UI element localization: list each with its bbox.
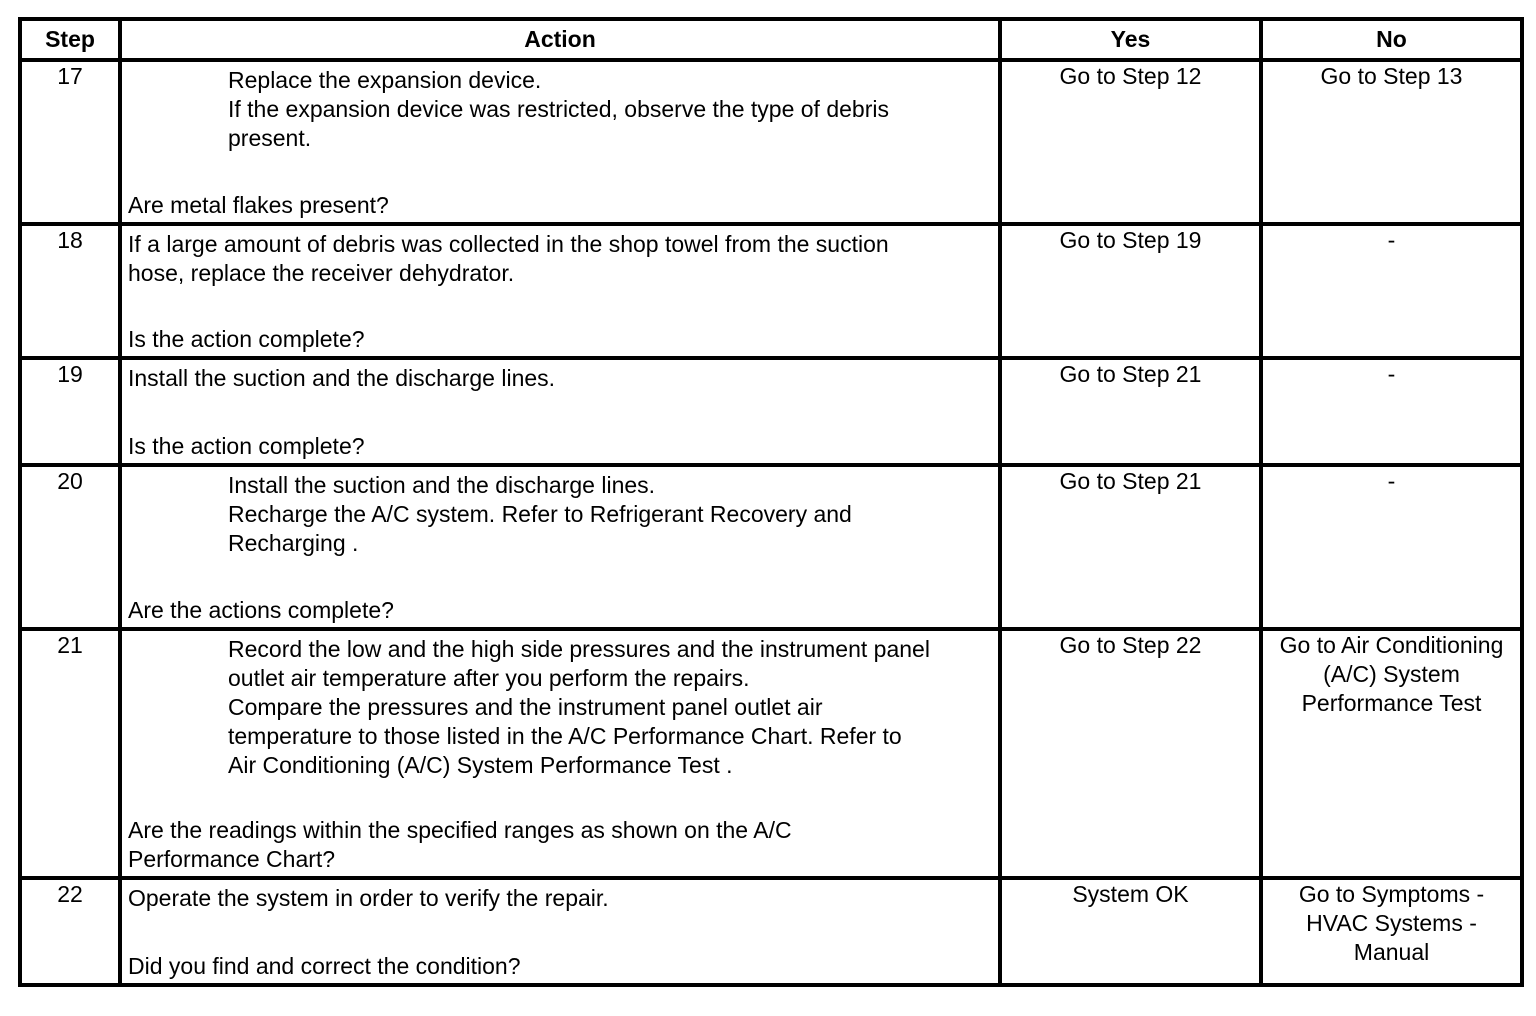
header-row: [20, 19, 1522, 60]
no-result: Go to Step 13: [1261, 60, 1522, 224]
no-result: -: [1261, 224, 1522, 358]
yes-result: System OK: [1000, 878, 1261, 985]
no-result: -: [1261, 358, 1522, 465]
yes-result: Go to Step 12: [1000, 60, 1261, 224]
step-number: 19: [20, 358, 120, 465]
action-cell: [120, 224, 1000, 358]
action-question: Are metal flakes present?: [128, 192, 389, 218]
step-number: 20: [20, 465, 120, 629]
action-instruction: Install the suction and the discharge lines.: [128, 365, 556, 391]
action-question: Are the actions complete?: [128, 597, 394, 623]
step-number: 18: [20, 224, 120, 358]
action-instruction: Operate the system in order to verify the repair.: [128, 885, 609, 911]
yes-result: Go to Step 21: [1000, 358, 1261, 465]
action-cell: [120, 60, 1000, 224]
table-row: [20, 465, 1522, 629]
action-question: Is the action complete?: [128, 433, 365, 459]
header-yes: Yes: [1000, 19, 1261, 60]
yes-result: Go to Step 22: [1000, 629, 1261, 878]
action-question: Did you find and correct the condition?: [128, 953, 521, 979]
no-result: -: [1261, 465, 1522, 629]
action-instruction: Record the low and the high side pressures and the instrument panel outlet air temperature after you perform the repairs. Compare the pressures and the instrument panel outlet air temperature to those listed in the A/C Performance Chart. Refer to Air Conditioning (A/C) System Performance Test .: [228, 636, 930, 778]
action-instruction: Install the suction and the discharge lines. Recharge the A/C system. Refer to Refrigerant Recovery and Recharging .: [228, 472, 852, 556]
table-row: [20, 629, 1522, 878]
yes-result: Go to Step 19: [1000, 224, 1261, 358]
yes-result: Go to Step 21: [1000, 465, 1261, 629]
header-no: No: [1261, 19, 1522, 60]
action-cell: [120, 878, 1000, 985]
action-cell: [120, 358, 1000, 465]
step-number: 17: [20, 60, 120, 224]
action-question: Is the action complete?: [128, 326, 365, 352]
table-row: [20, 878, 1522, 985]
table-row: [20, 60, 1522, 224]
step-number: 22: [20, 878, 120, 985]
table-row: [20, 358, 1522, 465]
action-cell: [120, 629, 1000, 878]
table-row: [20, 224, 1522, 358]
action-instruction: Replace the expansion device. If the expansion device was restricted, observe the type of debris present.: [228, 67, 889, 151]
no-result: Go to Symptoms - HVAC Systems - Manual: [1261, 878, 1522, 985]
diagnostic-table: [18, 17, 1524, 987]
action-cell: [120, 465, 1000, 629]
header-step: Step: [20, 19, 120, 60]
no-result: Go to Air Conditioning (A/C) System Performance Test: [1261, 629, 1522, 878]
action-question: Are the readings within the specified ranges as shown on the A/C Performance Chart?: [128, 817, 792, 872]
action-instruction: If a large amount of debris was collected in the shop towel from the suction hose, replace the receiver dehydrator.: [128, 231, 889, 286]
header-action: Action: [120, 19, 1000, 60]
step-number: 21: [20, 629, 120, 878]
